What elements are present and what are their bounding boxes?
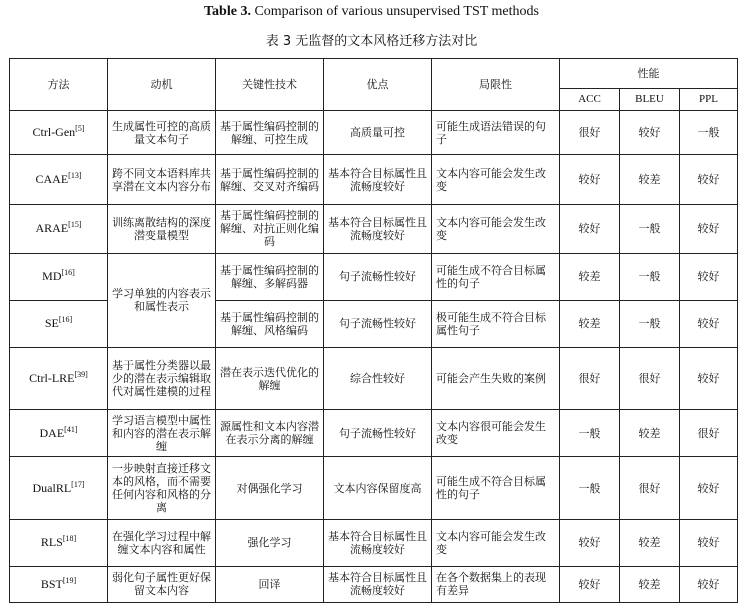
- acc-cell: 很好: [560, 111, 620, 155]
- technique-cell: 源属性和文本内容潜在表示分离的解缠: [216, 410, 324, 457]
- method-ref: [17]: [71, 479, 85, 489]
- bleu-cell: 很好: [620, 457, 680, 519]
- bleu-cell: 较差: [620, 410, 680, 457]
- table-row: [10, 253, 738, 300]
- acc-cell: 较差: [560, 253, 620, 300]
- method-cell: [10, 155, 108, 205]
- method-ref: [13]: [68, 171, 82, 181]
- motivation-cell: 跨不同文本语料库共享潜在文本内容分布: [108, 155, 216, 205]
- technique-cell: 强化学习: [216, 519, 324, 566]
- limitation-cell: 文本内容可能会发生改变: [432, 519, 560, 566]
- bleu-cell: 较好: [620, 111, 680, 155]
- advantage-cell: 基本符合目标属性且流畅度较好: [324, 155, 432, 205]
- ppl-cell: 较好: [680, 300, 738, 347]
- acc-cell: 较好: [560, 519, 620, 566]
- ppl-cell: 很好: [680, 410, 738, 457]
- bleu-cell: 很好: [620, 347, 680, 409]
- method-cell: [10, 457, 108, 519]
- method-cell: [10, 253, 108, 300]
- ppl-cell: 较好: [680, 253, 738, 300]
- advantage-cell: 基本符合目标属性且流畅度较好: [324, 566, 432, 602]
- bleu-cell: 一般: [620, 253, 680, 300]
- motivation-cell-merged: 学习单独的内容表示和属性表示: [108, 253, 216, 347]
- method-ref: [5]: [75, 124, 85, 134]
- ppl-cell: 较好: [680, 155, 738, 205]
- method-cell: [10, 410, 108, 457]
- bleu-cell: 一般: [620, 300, 680, 347]
- acc-cell: 较差: [560, 300, 620, 347]
- acc-cell: 较好: [560, 566, 620, 602]
- acc-cell: 很好: [560, 347, 620, 409]
- method-ref: [16]: [58, 315, 73, 325]
- method-cell: [10, 300, 108, 347]
- limitation-cell: 可能生成不符合目标属性的句子: [432, 457, 560, 519]
- advantage-cell: 句子流畅性较好: [324, 253, 432, 300]
- method-ref: [39]: [74, 370, 88, 380]
- motivation-cell: 在强化学习过程中解缠文本内容和属性: [108, 519, 216, 566]
- method-ref: [16]: [61, 268, 75, 278]
- acc-cell: 较好: [560, 205, 620, 253]
- method-name: DualRL: [32, 480, 72, 495]
- method-cell: [10, 205, 108, 253]
- header-technique: 关键性技术: [216, 59, 324, 111]
- ppl-cell: 较好: [680, 519, 738, 566]
- header-method: 方法: [10, 59, 108, 111]
- motivation-cell: 训练离散结构的深度潜变量模型: [108, 205, 216, 253]
- motivation-cell: 基于属性分类器以最少的潜在表示编辑取代对属性建模的过程: [108, 347, 216, 409]
- advantage-cell: 高质量可控: [324, 111, 432, 155]
- method-ref: [41]: [64, 424, 78, 434]
- ppl-cell: 一般: [680, 111, 738, 155]
- table-row: [10, 410, 738, 457]
- table-row: [10, 566, 738, 602]
- ppl-cell: 较好: [680, 566, 738, 602]
- limitation-cell: 可能生成语法错误的句子: [432, 111, 560, 155]
- header-motivation: 动机: [108, 59, 216, 111]
- header-ppl: PPL: [680, 89, 738, 111]
- ppl-cell: 较好: [680, 457, 738, 519]
- advantage-cell: 文本内容保留度高: [324, 457, 432, 519]
- advantage-cell: 基本符合目标属性且流畅度较好: [324, 519, 432, 566]
- motivation-cell: 弱化句子属性更好保留文本内容: [108, 566, 216, 602]
- method-name: BST: [40, 576, 63, 591]
- method-ref: [15]: [68, 220, 82, 230]
- acc-cell: 较好: [560, 155, 620, 205]
- motivation-cell: 一步映射直接迁移文本的风格，而不需要任何内容和风格的分离: [108, 457, 216, 519]
- technique-cell: 基于属性编码控制的解缠、多解码器: [216, 253, 324, 300]
- table-row: [10, 111, 738, 155]
- advantage-cell: 句子流畅性较好: [324, 410, 432, 457]
- advantage-cell: 句子流畅性较好: [324, 300, 432, 347]
- header-limitation: 局限性: [432, 59, 560, 111]
- table-title: Comparison of various unsupervised TST methods: [254, 4, 539, 19]
- header-advantage: 优点: [324, 59, 432, 111]
- method-ref: [19]: [62, 575, 77, 585]
- header-acc: ACC: [560, 89, 620, 111]
- method-name: MD: [42, 269, 62, 284]
- table-row: [10, 347, 738, 409]
- limitation-cell: 极可能生成不符合目标属性句子: [432, 300, 560, 347]
- method-cell: [10, 566, 108, 602]
- table-row: [10, 519, 738, 566]
- motivation-cell: 生成属性可控的高质量文本句子: [108, 111, 216, 155]
- method-name: Ctrl-LRE: [29, 371, 75, 386]
- motivation-cell: 学习语言模型中属性和内容的潜在表示解缠: [108, 410, 216, 457]
- acc-cell: 一般: [560, 457, 620, 519]
- bleu-cell: 较差: [620, 155, 680, 205]
- table-caption-cn: 表 3 无监督的文本风格迁移方法对比: [265, 34, 478, 49]
- table-row: [10, 205, 738, 253]
- technique-cell: 基于属性编码控制的解缠、风格编码: [216, 300, 324, 347]
- technique-cell: 基于属性编码控制的解缠、交叉对齐编码: [216, 155, 324, 205]
- table-label: Table 3.: [204, 4, 251, 19]
- method-name: RLS: [40, 535, 63, 550]
- limitation-cell: 文本内容可能会发生改变: [432, 205, 560, 253]
- method-name: SE: [44, 316, 59, 331]
- ppl-cell: 较好: [680, 347, 738, 409]
- advantage-cell: 基本符合目标属性且流畅度较好: [324, 205, 432, 253]
- acc-cell: 一般: [560, 410, 620, 457]
- table-caption-en: [0, 4, 743, 20]
- method-name: ARAE: [35, 221, 69, 236]
- limitation-cell: 在各个数据集上的表现有差异: [432, 566, 560, 602]
- method-cell: [10, 519, 108, 566]
- advantage-cell: 综合性较好: [324, 347, 432, 409]
- limitation-cell: 文本内容很可能会发生改变: [432, 410, 560, 457]
- limitation-cell: 可能会产生失败的案例: [432, 347, 560, 409]
- table-row: [10, 155, 738, 205]
- technique-cell: 对偶强化学习: [216, 457, 324, 519]
- technique-cell: 基于属性编码控制的解缠、对抗正则化编码: [216, 205, 324, 253]
- method-cell: [10, 111, 108, 155]
- technique-cell: 基于属性编码控制的解缠、可控生成: [216, 111, 324, 155]
- method-name: Ctrl-Gen: [32, 125, 76, 140]
- comparison-table: [9, 58, 738, 603]
- method-cell: [10, 347, 108, 409]
- method-ref: [18]: [62, 534, 77, 544]
- table-row: [10, 457, 738, 519]
- bleu-cell: 较差: [620, 566, 680, 602]
- ppl-cell: 较好: [680, 205, 738, 253]
- method-name: DAE: [39, 425, 65, 440]
- header-bleu: BLEU: [620, 89, 680, 111]
- method-name: CAAE: [35, 172, 69, 187]
- bleu-cell: 较差: [620, 519, 680, 566]
- header-performance: 性能: [560, 59, 738, 89]
- limitation-cell: 可能生成不符合目标属性的句子: [432, 253, 560, 300]
- bleu-cell: 一般: [620, 205, 680, 253]
- technique-cell: 回译: [216, 566, 324, 602]
- limitation-cell: 文本内容可能会发生改变: [432, 155, 560, 205]
- technique-cell: 潜在表示迭代优化的解缠: [216, 347, 324, 409]
